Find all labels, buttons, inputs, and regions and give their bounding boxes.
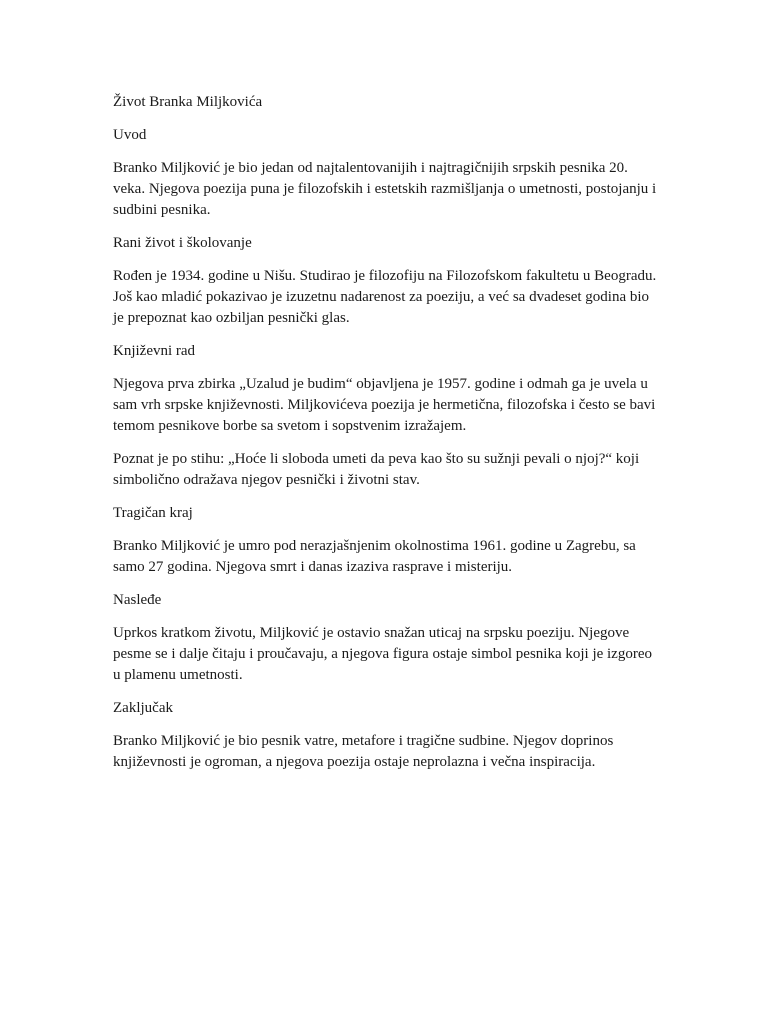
paragraph: Poznat je po stihu: „Hoće li sloboda umeti da peva kao što su sužnji pevali o njoj?“ koji simbolično odražava njegov pesnički i životni stav.	[113, 451, 640, 488]
section-heading-tragican-kraj: Tragičan kraj	[113, 505, 193, 521]
paragraph: Njegova prva zbirka „Uzalud je budim“ objavljena je 1957. godine i odmah ga je uvela u sam vrh srpske književnosti. Miljkovićeva poezija je hermetična, filozofska i često se bavi temom pesnikove borbe sa svetom i sopstvenim izražajem.	[113, 376, 656, 434]
paragraph: Branko Miljković je umro pod nerazjašnjenim okolnostima 1961. godine u Zagrebu, sa samo 27 godina. Njegova smrt i danas izaziva rasprave i misteriju.	[113, 538, 636, 575]
paragraph: Branko Miljković je bio jedan od najtalentovanijih i najtragičnijih srpskih pesnika 20. veka. Njegova poezija puna je filozofskih i estetskih razmišljanja o umetnosti, postojanju i sudbini pesnika.	[113, 160, 657, 218]
section-heading-zakljucak: Zaključak	[113, 700, 173, 716]
section-heading-knjizevni-rad: Književni rad	[113, 343, 196, 359]
paragraph: Branko Miljković je bio pesnik vatre, metafore i tragične sudbine. Njegov doprinos književnosti je ogroman, a njegova poezija ostaje neprolazna i večna inspiracija.	[113, 733, 614, 770]
paragraph: Rođen je 1934. godine u Nišu. Studirao je filozofiju na Filozofskom fakultetu u Beogradu. Još kao mladić pokazivao je izuzetnu nadarenost za poeziju, a već sa dvadeset godina bio je prepoznat kao ozbiljan pesnički glas.	[113, 268, 657, 326]
document-title: Život Branka Miljkovića	[113, 94, 263, 110]
section-heading-nasledje: Nasleđe	[113, 592, 162, 608]
section-heading-uvod: Uvod	[113, 127, 147, 143]
document-body	[113, 92, 658, 785]
paragraph: Uprkos kratkom životu, Miljković je ostavio snažan uticaj na srpsku poeziju. Njegove pesme se i dalje čitaju i proučavaju, a njegova figura ostaje simbol pesnika koji je izgoreo u plamenu umetnosti.	[113, 625, 652, 683]
section-heading-rani-zivot: Rani život i školovanje	[113, 235, 252, 251]
